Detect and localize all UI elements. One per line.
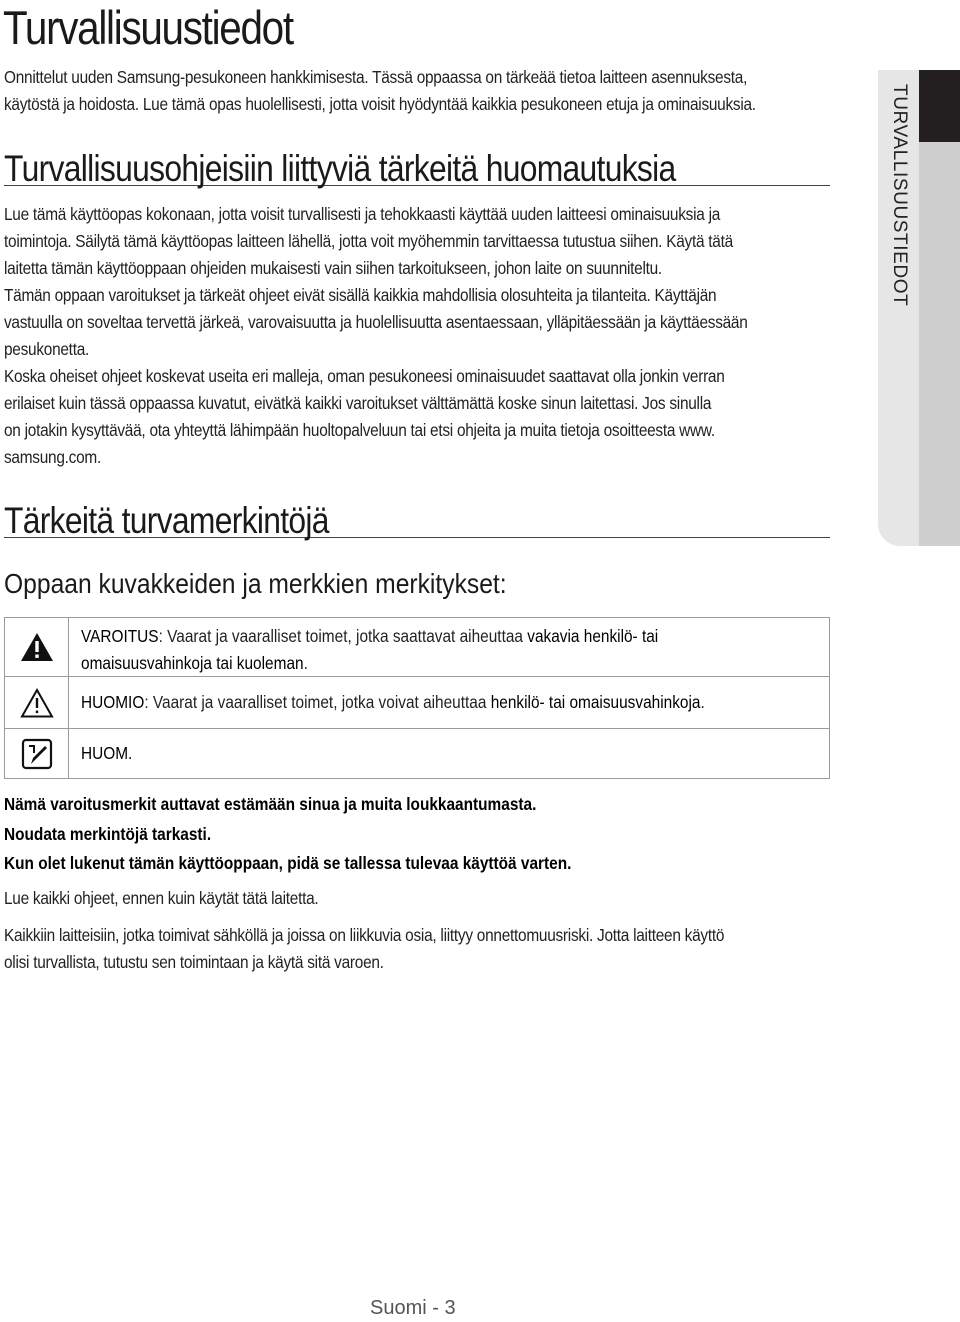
note-description	[81, 740, 132, 767]
chapter-tab-strip	[919, 142, 960, 546]
body-line: vastuulla on soveltaa tervettä järkeä, varovaisuutta ja huolellisuutta asentaessaan, ylläpitäessään ja käyttäessään	[4, 312, 748, 332]
section-heading-safety-symbols	[4, 500, 830, 541]
page-title: Turvallisuustiedot	[3, 1, 293, 54]
read-all-line	[4, 885, 830, 912]
chapter-tab-label	[888, 84, 916, 324]
intro-paragraph	[4, 64, 830, 118]
caution-outline-icon	[5, 677, 69, 728]
final-line: olisi turvallista, tutustu sen toimintaan ja käytä sitä varoen.	[4, 952, 384, 972]
body-line: toimintoja. Säilytä tämä käyttöopas laitteen lähellä, jotta voit myöhemmin tarvittaessa tutustua siihen. Käytä tätä	[4, 231, 733, 251]
bold-line: Noudata merkintöjä tarkasti.	[4, 823, 212, 844]
warning-emphasis: omaisuusvahinkoja tai kuoleman	[81, 653, 304, 673]
caution-text: : Vaarat ja vaaralliset toimet, jotka voivat aiheuttaa	[144, 692, 491, 712]
caution-emphasis: henkilö- tai omaisuusvahinkoja	[490, 692, 701, 712]
page-number: Suomi - 3	[370, 1297, 456, 1319]
body-line: on jotakin kysyttävää, ota yhteyttä lähimpään huoltopalveluun tai etsi ohjeita ja muita tietoja osoitteesta www.	[4, 420, 715, 440]
symbol-row-warning	[5, 618, 829, 677]
caution-keyword: HUOMIO	[81, 692, 145, 712]
symbol-table	[4, 617, 830, 779]
body-line: pesukonetta.	[4, 339, 90, 359]
caution-end: .	[700, 692, 705, 712]
chapter-tab-marker	[919, 70, 960, 142]
body-line: erilaiset kuin tässä oppaassa kuvatut, eivätkä kaikki varoitukset välttämättä koske sinun laitettasi. Jos sinulla	[4, 393, 712, 413]
section-heading-safety-symbols-text: Tärkeitä turvamerkintöjä	[4, 500, 329, 541]
subheading-icon-meanings: Oppaan kuvakkeiden ja merkkien merkitykset:	[4, 568, 507, 599]
section1-body	[4, 201, 830, 471]
intro-line: Onnittelut uuden Samsung-pesukoneen hankkimisesta. Tässä oppaassa on tärkeää tietoa laitteen asennuksesta,	[4, 67, 748, 87]
body-line: Tämän oppaan varoitukset ja tärkeät ohjeet eivät sisällä kaikkia mahdollisia olosuhteita ja tilanteita. Käyttäjän	[4, 285, 717, 305]
final-paragraph	[4, 922, 830, 976]
section-heading-notes-text: Turvallisuusohjeisiin liittyviä tärkeitä huomautuksia	[4, 148, 676, 189]
symbol-row-note	[5, 729, 829, 778]
intro-line: käytöstä ja hoidosta. Lue tämä opas huolellisesti, jotta voisit hyödyntää kaikkia pesukoneen etuja ja ominaisuuksia.	[4, 94, 756, 114]
warning-description	[81, 623, 658, 677]
safety-bold-lines	[4, 790, 649, 879]
note-pencil-icon	[5, 729, 69, 778]
symbol-row-caution	[5, 677, 829, 729]
body-line: Lue tämä käyttöopas kokonaan, jotta voisit turvallisesti ja tehokkaasti käyttää uuden laitteesi ominaisuuksia ja	[4, 204, 721, 224]
body-line: Koska oheiset ohjeet koskevat useita eri malleja, oman pesukoneesi ominaisuudet saattavat olla jonkin verran	[4, 366, 725, 386]
warning-end: .	[303, 653, 308, 673]
warning-text: : Vaarat ja vaaralliset toimet, jotka saattavat aiheuttaa	[158, 626, 528, 646]
note-keyword: HUOM.	[81, 743, 133, 763]
warning-filled-icon	[5, 618, 69, 676]
section-heading-notes	[4, 148, 830, 189]
read-all-text: Lue kaikki ohjeet, ennen kuin käytät tätä laitetta.	[4, 888, 319, 908]
warning-emphasis: vakavia henkilö- tai	[527, 626, 659, 646]
caution-description	[81, 689, 705, 716]
final-line: Kaikkiin laitteisiin, jotka toimivat sähköllä ja joissa on liikkuvia osia, liittyy onnettomuusriski. Jotta laitteen käyttö	[4, 925, 725, 945]
bold-line: Nämä varoitusmerkit auttavat estämään sinua ja muita loukkaantumasta.	[4, 794, 537, 814]
body-line: laitetta tämän käyttöoppaan ohjeiden mukaisesti vain siihen tarkoitukseen, johon laite on suunniteltu.	[4, 258, 662, 278]
bold-line: Kun olet lukenut tämän käyttöoppaan, pidä se tallessa tulevaa käyttöä varten.	[4, 853, 572, 873]
warning-keyword: VAROITUS	[81, 626, 159, 646]
chapter-tab-label-text: TURVALLISUUSTIEDOT	[889, 84, 910, 307]
body-line: samsung.com.	[4, 447, 101, 467]
